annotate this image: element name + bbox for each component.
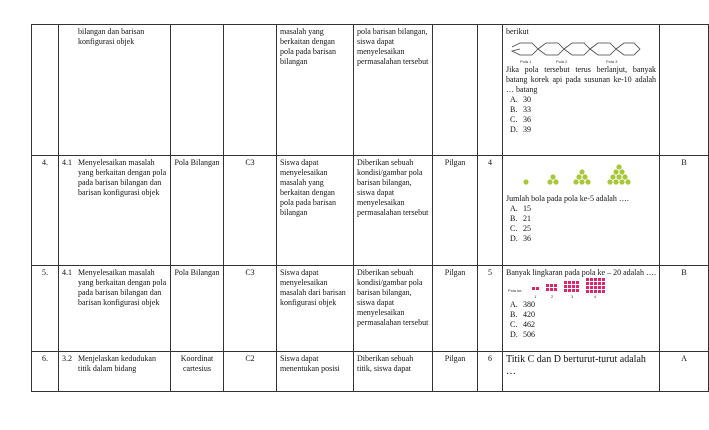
cell-indikator: masalah yang berkaitan dengan pola pada barisan bilangan (277, 25, 354, 156)
cell-level: C2 (224, 352, 277, 392)
cell-indikator: Siswa dapat menyelesaikan masalah dari barisan konfigurasi objek (277, 266, 354, 352)
cell-kunci (660, 25, 709, 156)
cell-soal (503, 352, 660, 392)
cell-materi: Pola Bilangan (171, 156, 224, 266)
cell-level: C3 (224, 156, 277, 266)
table-row (32, 266, 709, 352)
cell-stimulus: Diberikan sebuah kondisi/gambar pola barisan bilangan, siswa dapat menyelesaikan permasalahan tersebut (354, 266, 433, 352)
option: D. 36 (510, 234, 531, 243)
cell-bentuk: Pilgan (433, 352, 478, 392)
kd-text: Menyelesaikan masalah yang berkaitan dengan pola pada barisan bilangan dan barisan konfigurasi objek (78, 158, 167, 197)
kd-text: bilangan dan barisan konfigurasi objek (78, 27, 145, 46)
figure-label: Pola 1 (520, 59, 532, 64)
cell-materi: Koordinat cartesius (171, 352, 224, 392)
soal-text: Jumlah bola pada pola ke-5 adalah …. (506, 194, 629, 203)
cell-no (32, 25, 59, 156)
cell-nomor: 5 (478, 266, 503, 352)
cell-level (224, 25, 277, 156)
kd-text: Menjelaskan kedudukan titik dalam bidang (78, 354, 156, 373)
figure-label: 4 (594, 294, 597, 299)
cell-no: 5. (32, 266, 59, 352)
option: A. 30 (510, 95, 531, 104)
option: A. 380 (510, 300, 535, 309)
option: A. 15 (510, 204, 531, 213)
cell-bentuk (433, 25, 478, 156)
soal-text: Jika pola tersebut terus berlanjut, banyak batang korek api pada susunan ke-10 adalah … batang (506, 65, 656, 94)
figure-label: Pola ke- (508, 288, 523, 293)
cell-nomor: 6 (478, 352, 503, 392)
kd-text: Menyelesaikan masalah yang berkaitan dengan pola pada barisan bilangan dan barisan konfigurasi objek (78, 268, 167, 307)
cell-kd (59, 266, 171, 352)
cell-kunci: B (660, 156, 709, 266)
cell-nomor (478, 25, 503, 156)
cell-kd (59, 25, 171, 156)
cell-soal (503, 156, 660, 266)
figure-label: 3 (571, 294, 574, 299)
option: C. 462 (510, 320, 535, 329)
cell-stimulus: Diberikan sebuah kondisi/gambar pola barisan bilangan, siswa dapat menyelesaikan permasalahan tersebut (354, 156, 433, 266)
figure-label: Pola 3 (606, 59, 618, 64)
cell-kd (59, 352, 171, 392)
figure-label: 1 (534, 294, 537, 299)
cell-stimulus: pola barisan bilangan, siswa dapat menyelesaikan permasalahan tersebut (354, 25, 433, 156)
cell-no: 6. (32, 352, 59, 392)
table-row (32, 25, 709, 156)
cell-stimulus: Diberikan sebuah titik, siswa dapat (354, 352, 433, 392)
option: D. 506 (510, 330, 535, 339)
soal-lead: berikut (506, 27, 529, 36)
cell-kd (59, 156, 171, 266)
cell-soal (503, 266, 660, 352)
cell-materi (171, 25, 224, 156)
figure-label: Pola 2 (556, 59, 568, 64)
kd-number: 4.1 (62, 268, 72, 277)
matchstick-pattern-figure (506, 37, 646, 65)
cell-nomor: 4 (478, 156, 503, 266)
table-row (32, 156, 709, 266)
soal-text: Titik C dan D berturut-turut adalah … (506, 354, 646, 377)
cell-indikator: Siswa dapat menentukan posisi (277, 352, 354, 392)
option: C. 36 (510, 115, 531, 124)
cell-bentuk: Pilgan (433, 156, 478, 266)
option: B. 33 (510, 105, 531, 114)
table-row (32, 352, 709, 392)
cell-bentuk: Pilgan (433, 266, 478, 352)
cell-indikator: Siswa dapat menyelesaikan masalah yang berkaitan dengan pola pada barisan bilangan (277, 156, 354, 266)
option: B. 21 (510, 214, 531, 223)
cell-kunci: B (660, 266, 709, 352)
kisi-kisi-table (31, 24, 709, 392)
soal-text: Banyak lingkaran pada pola ke – 20 adalah …. (506, 268, 656, 277)
figure-label: 2 (551, 294, 554, 299)
option: B. 420 (510, 310, 535, 319)
option: D. 39 (510, 125, 531, 134)
kd-number: 3.2 (62, 354, 72, 363)
cell-kunci: A (660, 352, 709, 392)
cell-level: C3 (224, 266, 277, 352)
kd-number: 4.1 (62, 158, 72, 167)
square-pattern-figure (506, 278, 646, 300)
cell-soal (503, 25, 660, 156)
option: C. 25 (510, 224, 531, 233)
cell-no: 4. (32, 156, 59, 266)
cell-materi: Pola Bilangan (171, 266, 224, 352)
ball-pattern-figure (506, 158, 646, 194)
